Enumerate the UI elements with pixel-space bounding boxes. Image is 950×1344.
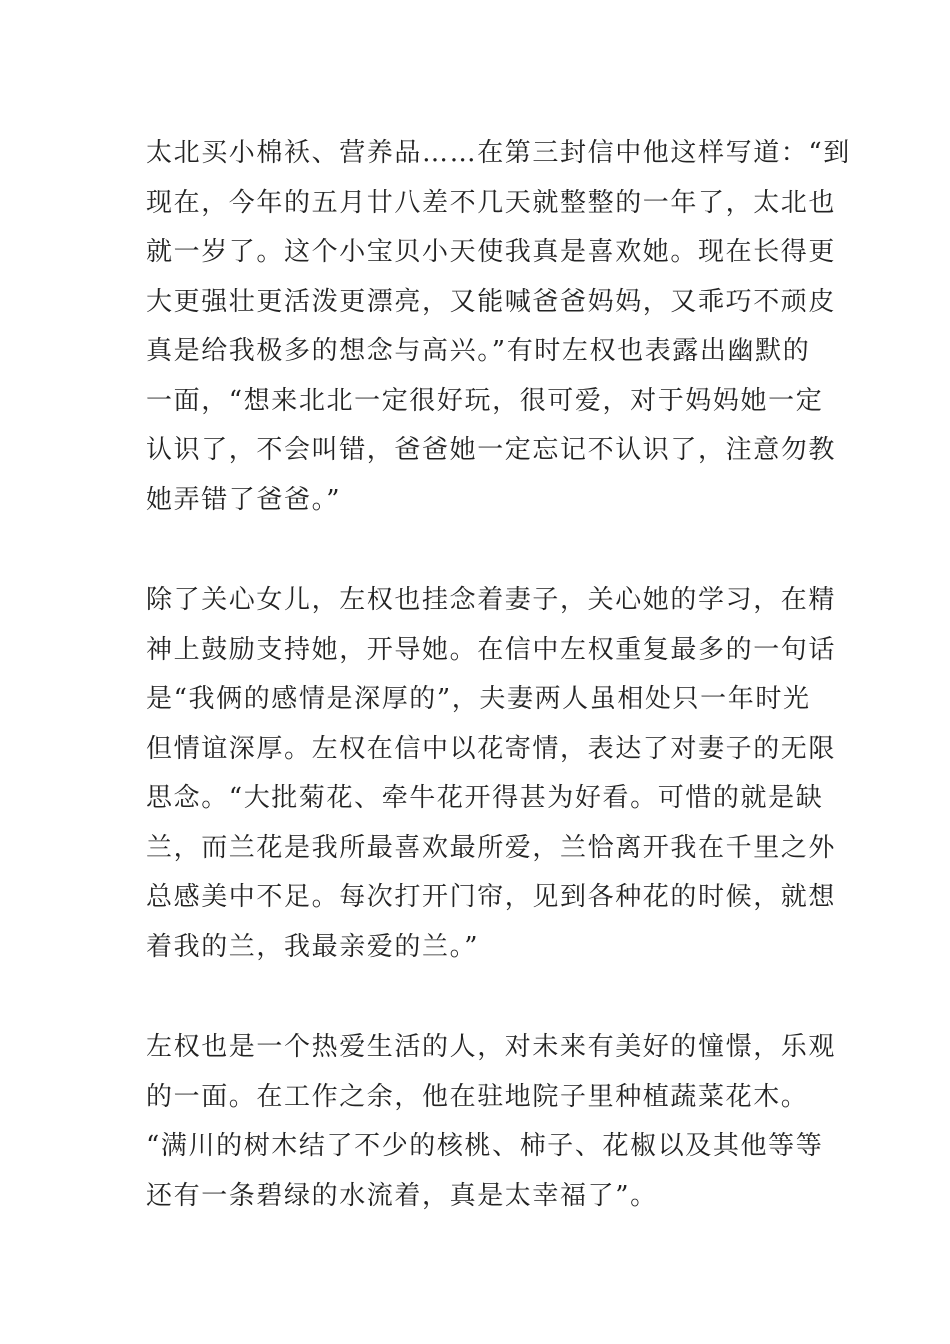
text-line: 思念。“大批菊花、牵牛花开得甚为好看。可惜的就是缺 [146, 783, 824, 813]
paragraph-3 [146, 1023, 837, 1221]
text-line: 神上鼓励支持她，开导她。在信中左权重复最多的一句话 [146, 634, 837, 665]
paragraph-1 [146, 129, 851, 525]
text-line: 是“我俩的感情是深厚的”，夫妻两人虽相处只一年时光 [146, 684, 811, 714]
text-line: 大更强壮更活泼更漂亮，又能喊爸爸妈妈，又乖巧不顽皮 [146, 286, 837, 317]
text-line: 一面，“想来北北一定很好玩，很可爱，对于妈妈她一定 [146, 385, 824, 416]
text-line: 还有一条碧绿的水流着，真是太幸福了”。 [146, 1180, 658, 1211]
text-line: 总感美中不足。每次打开门帘，见到各种花的时候，就想 [146, 882, 837, 912]
text-line: 但情谊深厚。左权在信中以花寄情，表达了对妻子的无限 [146, 733, 837, 764]
text-line: 太北买小棉袄、营养品……在第三封信中他这样写道：“到 [146, 138, 851, 168]
text-line: 就一岁了。这个小宝贝小天使我真是喜欢她。现在长得更 [146, 237, 837, 267]
text-line: 除了关心女儿，左权也挂念着妻子，关心她的学习，在精 [146, 585, 837, 615]
text-line: 认识了，不会叫错，爸爸她一定忘记不认识了，注意勿教 [146, 435, 837, 465]
text-line: 的一面。在工作之余，他在驻地院子里种植蔬菜花木。 [146, 1081, 809, 1112]
text-line: 真是给我极多的想念与高兴。”有时左权也表露出幽默的 [146, 336, 811, 366]
text-line: 她弄错了爸爸。” [146, 484, 342, 515]
text-line: 左权也是一个热爱生活的人，对未来有美好的憧憬，乐观 [146, 1032, 837, 1062]
text-line: 着我的兰，我最亲爱的兰。” [146, 931, 480, 962]
text-line: 现在，今年的五月廿八差不几天就整整的一年了，太北也 [146, 187, 837, 218]
text-line: “满川的树木结了不少的核桃、柿子、花椒以及其他等等 [146, 1131, 824, 1161]
paragraph-2 [146, 576, 837, 972]
text-line: 兰，而兰花是我所最喜欢最所爱，兰恰离开我在千里之外 [146, 832, 837, 863]
